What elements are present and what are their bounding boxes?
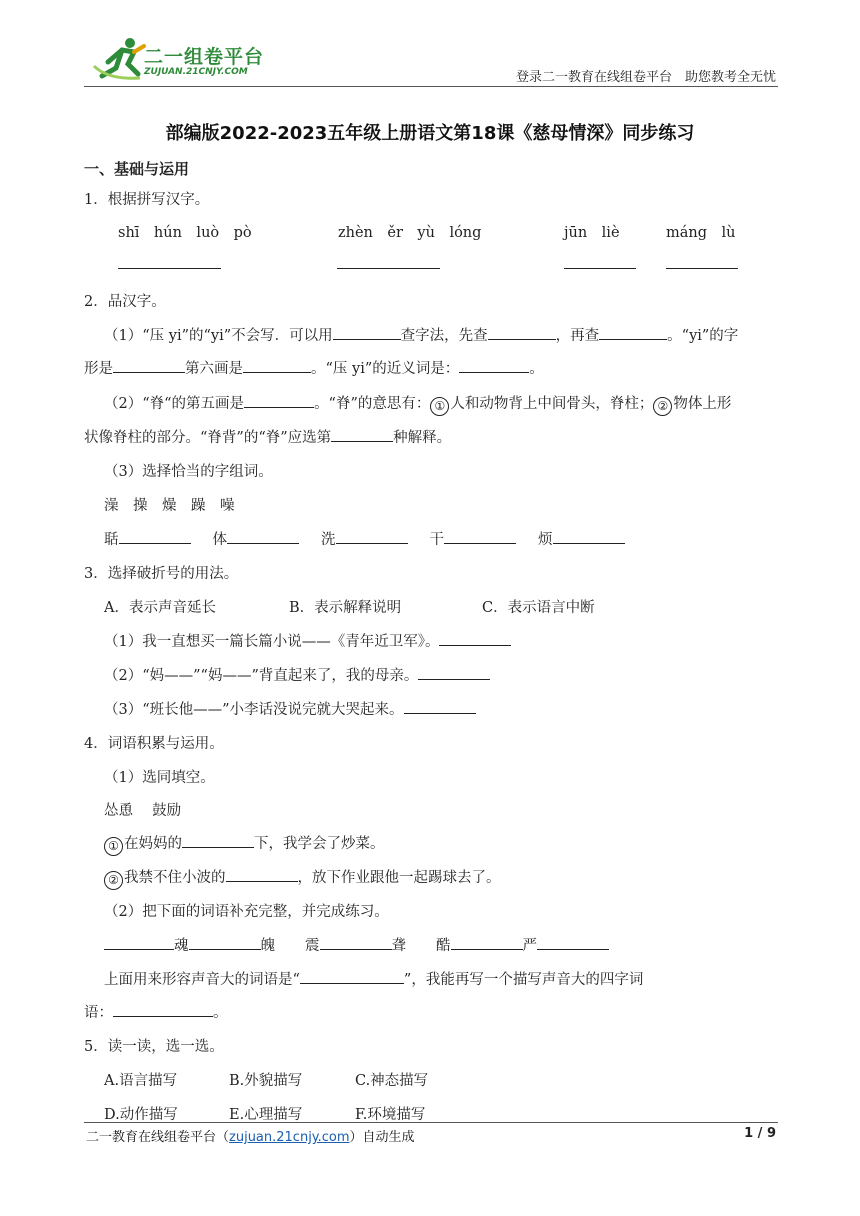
word-choices: 怂恿 鼓励 [104,803,182,819]
answer-blank[interactable] [104,935,174,950]
footer-link[interactable]: zujuan.21cnjy.com [229,1130,350,1145]
page-number: 1 / 9 [744,1126,776,1141]
header-divider [84,86,778,87]
question-1-stem: 1．根据拼写汉字。 [84,192,210,208]
word-fill-row: 聒 体 洗 干 烦 [104,528,625,549]
answer-blank[interactable] [189,935,261,950]
question-4-sentence-3-cont: 语： 。 [84,1001,228,1022]
answer-blank[interactable] [300,969,404,984]
section-heading: 一、基础与运用 [84,160,190,178]
option-d: D.动作描写 [104,1107,178,1123]
idiom-fill-row: 魂 魄 震 聋 酷 严 [104,934,609,955]
question-3-item-2: （2）“妈——”“妈——”背直起来了，我的母亲。 [104,664,490,685]
option-a: A.语言描写 [104,1073,178,1089]
answer-line[interactable] [337,268,440,269]
answer-blank[interactable] [119,529,191,544]
answer-blank[interactable] [226,867,298,882]
answer-blank[interactable] [488,325,556,340]
option-c: C.神态描写 [355,1073,429,1089]
pinyin-4: máng lù [666,225,736,241]
option-b: B．表示解释说明 [289,600,402,616]
brand-url: ZUJUAN.21CNJY.COM [144,67,248,77]
answer-blank[interactable] [182,833,254,848]
question-2-part-3: （3）选择恰当的字组词。 [104,464,273,480]
answer-blank[interactable] [333,325,401,340]
option-f: F.环境描写 [355,1107,426,1123]
question-4-sentence-1: ① 在妈妈的 下，我学会了炒菜。 [104,832,385,856]
answer-blank[interactable] [537,935,609,950]
pinyin-3: jūn liè [564,225,620,241]
answer-line[interactable] [118,268,221,269]
option-b: B.外貌描写 [229,1073,303,1089]
answer-blank[interactable] [113,1002,213,1017]
question-4-stem: 4．词语积累与运用。 [84,736,224,752]
circled-two: ② [104,871,123,890]
circled-two: ② [653,397,672,416]
answer-blank[interactable] [404,699,476,714]
question-3-item-3: （3）“班长他——”小李话没说完就大哭起来。 [104,698,476,719]
answer-blank[interactable] [418,665,490,680]
brand-name: 二一组卷平台 [144,46,265,68]
question-4-part-1: （1）选同填空。 [104,770,215,786]
option-c: C．表示语言中断 [482,600,595,616]
answer-line[interactable] [666,268,738,269]
question-5-stem: 5．读一读，选一选。 [84,1039,224,1055]
answer-blank[interactable] [444,529,516,544]
question-3-stem: 3．选择破折号的用法。 [84,566,239,582]
answer-blank[interactable] [599,325,667,340]
answer-blank[interactable] [113,358,185,373]
footer-divider [84,1122,778,1123]
answer-blank[interactable] [553,529,625,544]
pinyin-1: shī hún luò pò [118,225,252,241]
question-3-item-1: （1）我一直想买一篇长篇小说——《青年近卫军》。 [104,630,511,651]
question-2-part-2: （2）“脊“的第五画是 。“脊”的意思有： ① 人和动物背上中间骨头，脊柱； ② 物体上形 [104,392,731,416]
circled-one: ① [104,837,123,856]
option-e: E.心理描写 [229,1107,303,1123]
character-choices: 澡 操 燥 躁 噪 [104,498,235,514]
answer-blank[interactable] [439,631,511,646]
circled-one: ① [430,397,449,416]
page-title: 部编版2022-2023五年级上册语文第18课《慈母情深》同步练习 [165,123,695,144]
answer-blank[interactable] [243,358,311,373]
footer-text: 二一教育在线组卷平台（zujuan.21cnjy.com）自动生成 [86,1130,415,1145]
question-4-sentence-3: 上面用来形容声音大的词语是“ ”，我能再写一个描写声音大的四字词 [104,968,643,989]
option-a: A．表示声音延长 [104,600,216,616]
question-2-part-2-cont: 状像脊柱的部分。“脊背”的“脊”应选第 种解释。 [84,426,451,447]
pinyin-2: zhèn ěr yù lóng [338,225,482,241]
question-4-sentence-2: ② 我禁不住小波的 ，放下作业跟他一起踢球去了。 [104,866,501,890]
question-4-part-2: （2）把下面的词语补充完整，并完成练习。 [104,904,389,920]
answer-blank[interactable] [331,427,393,442]
question-2-part-1: （1）“压 yi”的“yi”不会写．可以用 查字法，先查 ，再查 。“yi”的字 [104,324,738,345]
answer-blank[interactable] [336,529,408,544]
question-2-stem: 2．品汉字。 [84,294,166,310]
answer-blank[interactable] [320,935,392,950]
answer-blank[interactable] [459,358,529,373]
answer-blank[interactable] [227,529,299,544]
answer-blank[interactable] [244,393,314,408]
answer-line[interactable] [564,268,636,269]
answer-blank[interactable] [451,935,523,950]
question-2-part-1-cont: 形是 第六画是 。“压 yi”的近义词是： 。 [84,357,544,378]
header-slogan: 登录二一教育在线组卷平台 助您教考全无忧 [515,70,776,85]
